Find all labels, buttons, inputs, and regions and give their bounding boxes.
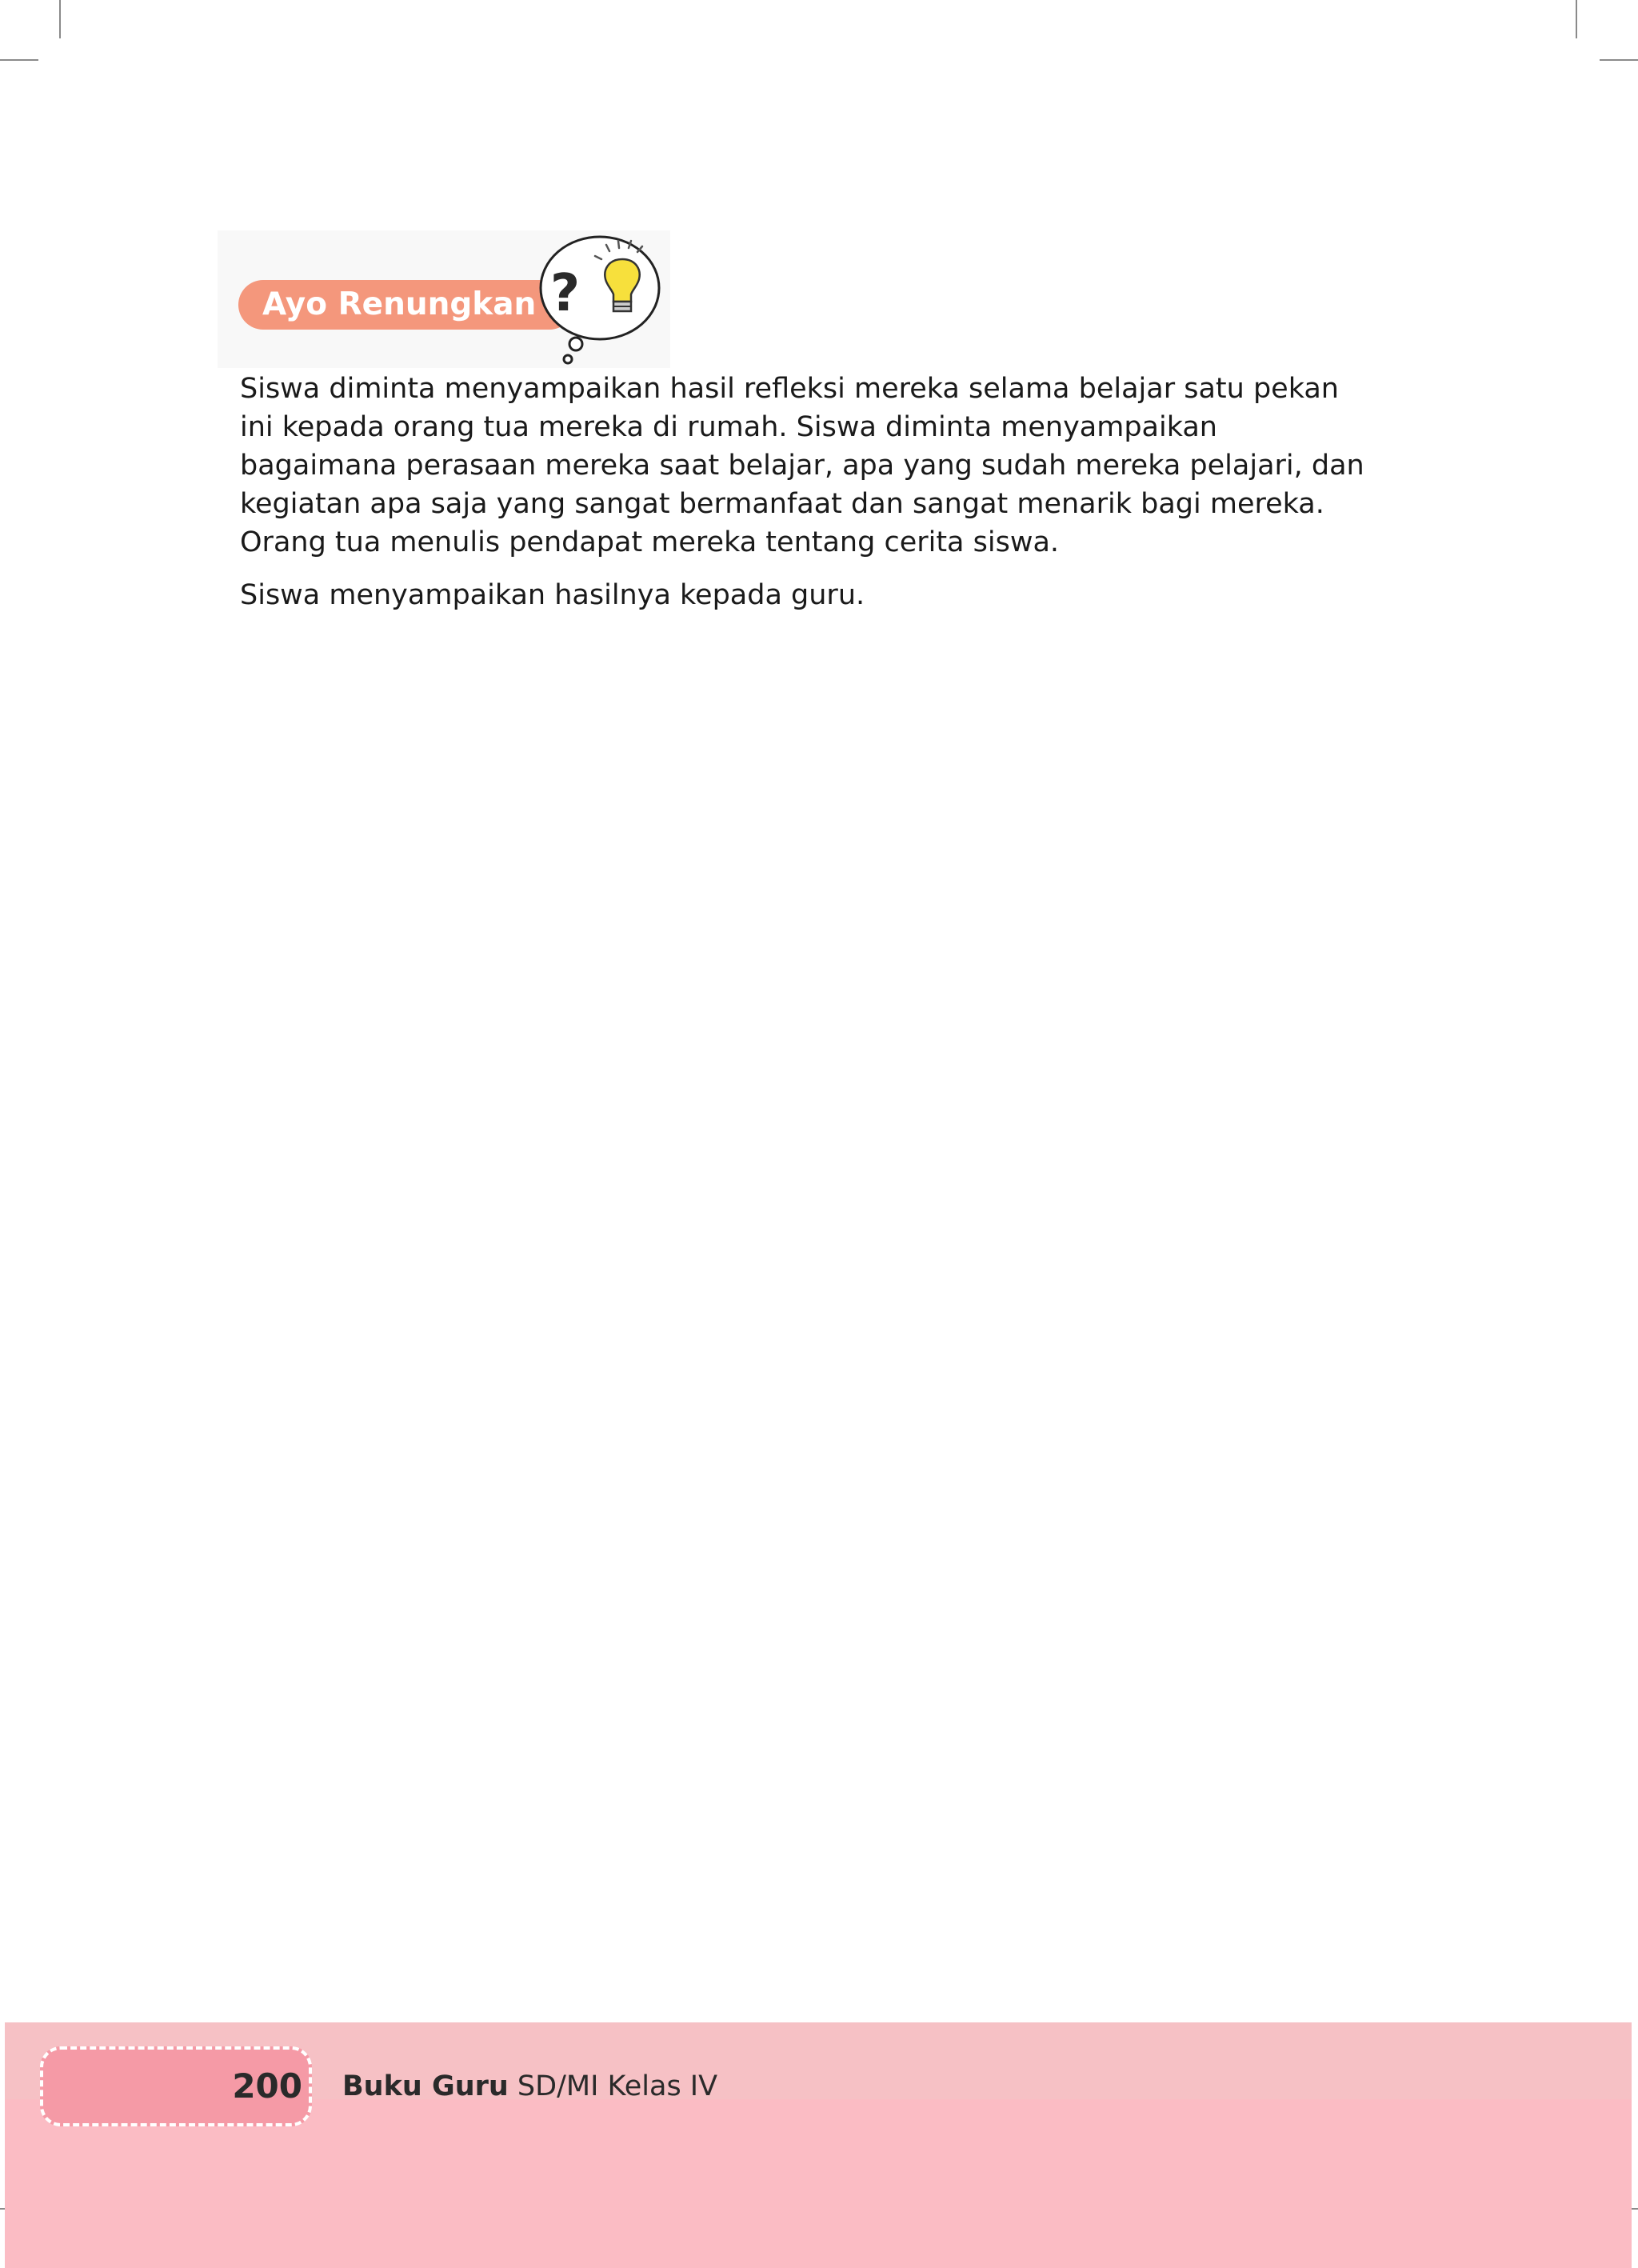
crop-mark-top-left-horizontal — [0, 59, 38, 61]
body-text — [240, 370, 1376, 614]
book-title-bold: Buku Guru — [342, 2070, 509, 2102]
svg-text:?: ? — [550, 264, 581, 323]
paragraph-report: Siswa menyampaikan hasilnya kepada guru. — [240, 579, 865, 611]
crop-mark-top-right-vertical — [1576, 0, 1577, 38]
crop-mark-top-left-vertical — [59, 0, 61, 38]
thought-bubble-question-bulb-icon — [529, 230, 670, 368]
paragraph-reflection: Siswa diminta menyampaikan hasil refleksi mereka selama belajar satu pekan ini kepada orang tua mereka di rumah. Siswa diminta menyampaikan bagaimana perasaan mereka saat belajar, apa yang sudah mereka pelajari, dan kegiatan apa saja yang sangat bermanfaat dan sangat menarik bagi mereka. Orang tua menulis pendapat mereka tentang cerita siswa. — [240, 373, 1364, 558]
book-title — [342, 2046, 717, 2126]
page-number-badge — [40, 2046, 312, 2126]
section-title-pill — [238, 280, 574, 330]
page-number: 200 — [232, 2066, 302, 2106]
book-title-rest: SD/MI Kelas IV — [508, 2070, 718, 2102]
section-title: Ayo Renungkan — [262, 286, 537, 322]
footer-band — [5, 2022, 1632, 2268]
section-header — [218, 230, 670, 368]
crop-mark-top-right-horizontal — [1600, 59, 1638, 61]
